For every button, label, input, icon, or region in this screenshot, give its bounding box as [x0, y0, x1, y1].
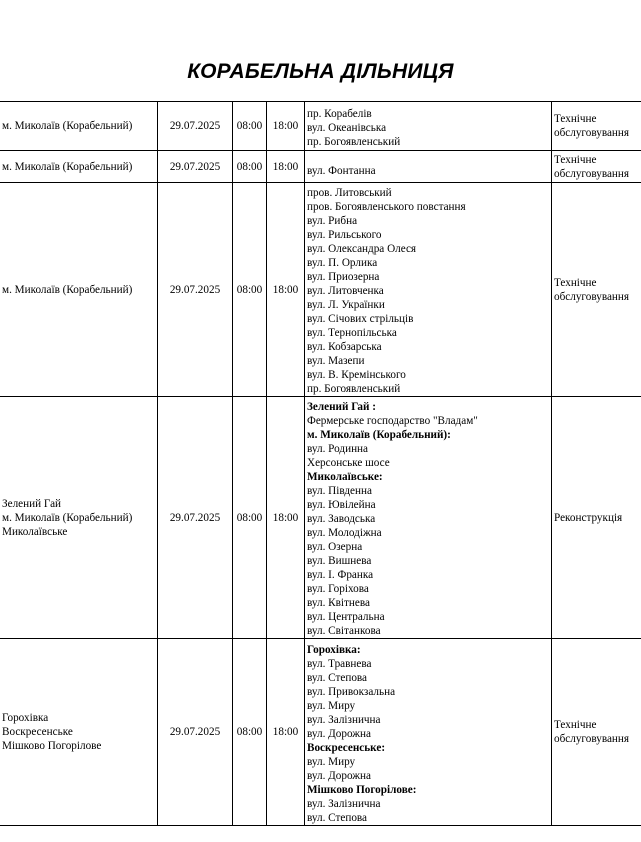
street-name: вул. Тернопільська [307, 327, 397, 339]
street-name: вул. Світанкова [307, 625, 381, 637]
street-name: вул. Л. Українки [307, 299, 385, 311]
street-name: вул. Центральна [307, 611, 385, 623]
street-name: вул. Мазепи [307, 355, 365, 367]
end-time-cell: 18:00 [267, 102, 305, 151]
schedule-body [0, 102, 641, 826]
locality-heading: Мішково Погорілове: [307, 783, 417, 796]
area-name: Воскресенське [2, 726, 73, 738]
area-name: м. Миколаїв (Корабельний) [2, 511, 133, 524]
street-name: вул. Олександра Олеся [307, 243, 417, 255]
work-type-cell: Технічне обслуговування [552, 151, 641, 183]
street-name: Фермерське господарство "Владам" [307, 415, 478, 427]
street-name: вул. Молодіжна [307, 527, 382, 539]
end-time-cell: 18:00 [267, 639, 305, 826]
street-name: вул. Приозерна [307, 271, 380, 283]
start-time-cell: 08:00 [233, 397, 267, 639]
work-type-cell: Технічне обслуговування [552, 639, 641, 826]
street-name: пров. Богоявленського повстання [307, 201, 466, 213]
area-name: м. Миколаїв (Корабельний) [2, 283, 133, 296]
street-name: вул. Фонтанна [307, 164, 376, 177]
table-row [0, 151, 641, 183]
street-name: вул. Квітнева [307, 597, 370, 609]
work-type-cell: Технічне обслуговування [552, 102, 641, 151]
table-row [0, 397, 641, 639]
area-name: Горохівка [2, 712, 49, 724]
area-cell [0, 397, 158, 639]
street-name: вул. Вишнева [307, 555, 372, 567]
start-time-cell: 08:00 [233, 102, 267, 151]
street-name: вул. Горіхова [307, 583, 369, 595]
page-title: КОРАБЕЛЬНА ДІЛЬНИЦЯ [187, 60, 454, 83]
work-type-cell: Реконструкція [552, 397, 641, 639]
streets-cell [305, 151, 552, 183]
street-name: вул. П. Орлика [307, 257, 378, 269]
table-row [0, 639, 641, 826]
area-name: Зелений Гай [2, 497, 62, 510]
street-name: вул. Океанівська [307, 121, 387, 134]
end-time-cell: 18:00 [267, 183, 305, 397]
street-name: вул. Залізнична [307, 713, 381, 726]
date-cell: 29.07.2025 [158, 102, 233, 151]
street-name: вул. Заводська [307, 513, 376, 525]
streets-cell [305, 397, 552, 639]
locality-heading: Зелений Гай : [307, 401, 376, 413]
street-name: вул. Дорожна [307, 769, 371, 782]
area-cell [0, 639, 158, 826]
street-name: вул. І. Франка [307, 569, 374, 581]
street-name: вул. Миру [307, 699, 356, 712]
street-name: вул. Ювілейна [307, 499, 376, 511]
table-row [0, 183, 641, 397]
street-name: пр. Богоявленський [307, 383, 401, 395]
locality-heading: Воскресенське: [307, 741, 386, 754]
table-row [0, 102, 641, 151]
date-cell: 29.07.2025 [158, 639, 233, 826]
street-name: вул. Степова [307, 811, 368, 824]
street-name: вул. Кобзарська [307, 341, 382, 353]
end-time-cell: 18:00 [267, 151, 305, 183]
area-cell [0, 151, 158, 183]
street-name: вул. Миру [307, 755, 356, 768]
start-time-cell: 08:00 [233, 639, 267, 826]
end-time-cell: 18:00 [267, 397, 305, 639]
locality-heading: Миколаївське: [307, 471, 383, 483]
street-name: вул. Залізнична [307, 797, 381, 810]
area-cell [0, 183, 158, 397]
street-name: Херсонське шосе [307, 457, 390, 469]
start-time-cell: 08:00 [233, 183, 267, 397]
date-cell: 29.07.2025 [158, 183, 233, 397]
street-name: вул. Рибна [307, 215, 358, 227]
street-name: вул. Привокзальна [307, 685, 396, 698]
streets-cell [305, 102, 552, 151]
locality-heading: Горохівка: [307, 643, 361, 656]
date-cell: 29.07.2025 [158, 397, 233, 639]
work-type-cell: Технічне обслуговування [552, 183, 641, 397]
street-name: вул. Литовченка [307, 285, 384, 297]
streets-cell [305, 639, 552, 826]
street-name: вул. Південна [307, 485, 372, 497]
area-name: Миколаївське [2, 525, 68, 538]
start-time-cell: 08:00 [233, 151, 267, 183]
street-name: вул. Озерна [307, 541, 363, 553]
street-name: вул. Січових стрільців [307, 313, 414, 325]
outage-schedule-table [0, 101, 641, 826]
date-cell: 29.07.2025 [158, 151, 233, 183]
street-name: вул. Рильського [307, 229, 382, 241]
locality-heading: м. Миколаїв (Корабельний): [307, 429, 451, 441]
street-name: вул. Степова [307, 671, 368, 684]
street-name: пров. Литовський [307, 187, 392, 199]
street-name: вул. В. Кремінського [307, 369, 406, 381]
area-name: м. Миколаїв (Корабельний) [2, 120, 133, 132]
street-name: вул. Дорожна [307, 727, 371, 740]
street-name: пр. Богоявленський [307, 135, 401, 148]
street-name: вул. Травнева [307, 657, 372, 670]
area-name: Мішково Погорілове [2, 740, 102, 752]
street-name: вул. Родинна [307, 443, 369, 455]
street-name: пр. Корабелів [307, 107, 372, 120]
streets-cell [305, 183, 552, 397]
area-name: м. Миколаїв (Корабельний) [2, 160, 133, 173]
area-cell [0, 102, 158, 151]
